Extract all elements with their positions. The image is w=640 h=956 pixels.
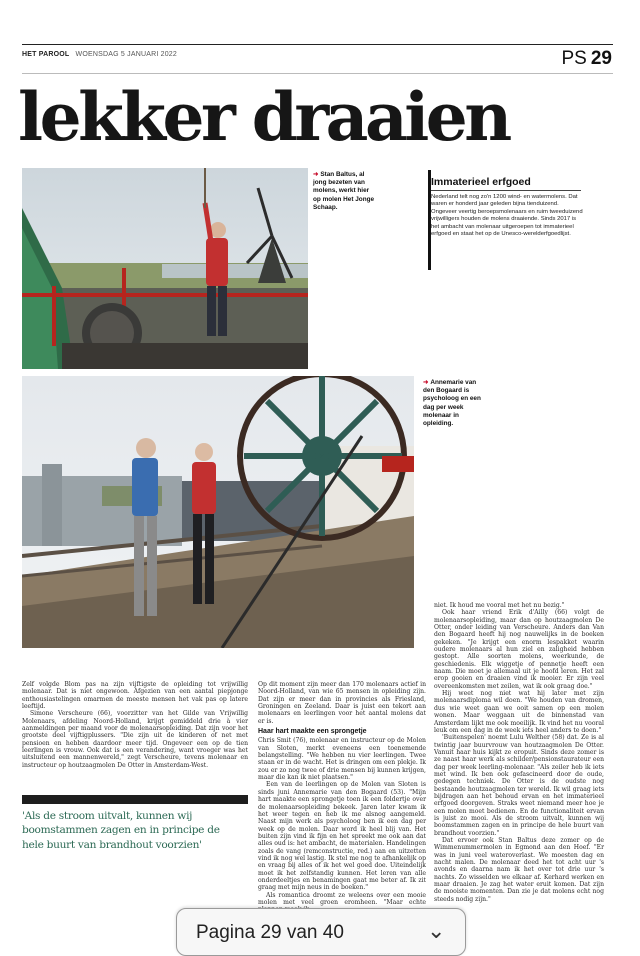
paragraph: Een van de leerlingen op de Molen van Sloten is sinds juni Annemarie van den Bogaard (53). "Mijn hart maakte een sprongetje toen ik een foldertje over de molenaarsopleiding bekeek. Jaren later kwam ik het weer tegen en heb ik me alsnog aangemeld. Naast mijn werk als psycholoog ben ik een dag per week op de molen. Daar word ik heel blij van. Het buiten zijn vind ik fijn en het spreekt me ook aan dat alles oud is: het ambacht, de materialen. Handelingen zoals de vang (remconstructie, red.) aan en uitzetten vind ik nog wel lastig. Ik stel me nog te afhankelijk op en vraag bij alles of ik het wel goed doe. Uiteindelijk moet ik het zelfstandig kunnen. Het leren van alle onderdeeltjes en benamingen gaat me beter af. Ik zit graag met mijn neus in de boeken." [258,781,426,892]
section-label: PS [561,48,587,69]
masthead [22,51,177,58]
paragraph: Dat ervoer ook Stan Baltus deze zomer op de Wimmenummermolen in Egmond aan den Hoef. "Er was in juni veel wateroverlast. We moesten dag en nacht malen. De molenaar deed het tot acht uur 's avonds en daarna nam ik het over tot drie uur 's nachts. Zo wisselden we elkaar af. Kerhard werken en maar draaien. Je zag het water eruit komen. Dat zijn de mooiste momenten. Dan zie je dat molens echt nog steeds nodig zijn." [434,837,604,903]
paragraph: Hij weet nog niet wat hij later met zijn molenaarsdiploma wil doen. "We houden van dromen, dus wie weet gaan we ooit samen op een molen wonen. Maar weggaan uit de binnenstad van Amsterdam lijkt me ook moeilijk. Ik vind het nu vooral leuk om een dag in de week iets heel anders te doen." [434,690,604,734]
page-indicator [562,48,613,70]
paragraph: Als romantica droomt ze weleens over een mooie molen met veel groen eromheen. "Maar echte [258,891,426,906]
paragraph: Chris Smit (76), molenaar en instructeur op de Molen van Sloten, merkt eveneens een toenemende belangstelling. "We hebben nu vier leerlingen. Twee staan er in de wacht. Het is dringen om een plekje. Ik zou er zo nog twee of drie mensen bij kunnen krijgen, maar die kan ik niet plaatsen." [258,737,426,782]
paper-name: HET PAROOL [22,51,70,58]
photo-stan-baltus [22,168,308,369]
paragraph: Op dit moment zijn meer dan 170 molenaars actief in Noord-Holland, van wie 65 mensen in opleiding zijn. Dat zijn er meer dan in provincies als Friesland, Groningen en Zeeland. Daar is juist een tekort aan molenaars en leerlingen voor het aantal molens dat er is. [258,681,426,725]
article-column-3 [434,602,604,903]
page-number: 29 [590,48,612,69]
article-headline: lekker draaien [18,78,509,156]
arrow-icon: ➜ [313,171,319,178]
article-column-2 [258,681,426,914]
photo-illustration [22,376,414,648]
issue-date: WOENSDAG 5 JANUARI 2022 [75,51,177,58]
caption-text: Stan Baltus, al jong bezeten van molens, werkt hier op molen Het Jonge Schaap. [313,171,375,211]
paragraph: 'Buitenspelen' noemt Lulu Welther (58) dat. Ze is al twintig jaar buurvrouw van houtzaagmolen De Otter. Vanuit haar huis kijkt ze eropuit. Sinds deze zomer is ze naast haar werk als schilder/pensionstaurateur een dag per week leerling-molenaar. "Als zeiler heb ik iets met wind. Ik ben ook gefascineerd door de oude, gedegen techniek. De Otter is de oudste nog bestaande houtzaagmolen ter wereld. Ik wil graag iets bijdragen aan het behoud ervan en het immaterieel erfgoed doorgeven. Straks weet niemand meer hoe je een molen moet bedienen. En de functionaliteit ervan is juist zo mooi. Als de stroom uitvalt, kunnen wij boomstammen zagen en in principe de hele buurt van brandhout voorzien." [434,734,604,837]
pull-quote: 'Als de stroom uitvalt, kunnen wij boomstammen zagen en in principe de hele buurt van brandhout voorzien' [22,810,220,851]
sidebar-rule [431,190,581,191]
photo-illustration [22,168,308,369]
paragraph: Simone Verscheure (66), voorzitter van het Gilde van Vrijwillig Molenaars, afdeling Noord-Holland, krijgt gemiddeld drie à vier aanmeldingen per maand voor de molenaarsopleiding. Dat zijn voor het grootste deel vijftigplussers. "Die zijn uit de kinderen of net met pensioen en hebben daardoor meer tijd. Ongeveer een op de tien leerlingen is vrouw. Ook dat is een verandering, want vroeger was het uitsluitend een mannenwereld," zegt Verscheure, tevens molenaar en instructeur op houtzaagmolen De Otter in Amsterdam-West. [22,710,248,769]
caption-text: Annemarie van den Bogaard is psycholoog en een dag per week molenaar in opleiding. [423,379,481,428]
paragraph: Zelf volgde Blom pas na zijn vijftigste de opleiding tot vrijwillig molenaar. Dat is niet ongewoon. Afgezien van een aantal piepjonge enthousiastelingen omarmen de meeste mensen het vak pas op latere leeftijd. [22,681,248,711]
header-subrule [22,73,613,74]
article-column-1 [22,681,248,769]
caption-photo-2 [423,379,485,428]
subheading: Haar hart maakte een sprongetje [258,728,367,736]
paragraph: Ook haar vriend Erik d'Ailly (66) volgt de molenaarsopleiding, maar dan op houtzaagmolen De Otter, onder leiding van Verscheure. Anders dan Van den Bogaard heeft hij nog nauwelijks in de boeken gekeken. "Je krijgt een enorm lespakket waarin oudere molenaars al hun ziel en zaligheid hebben gestopt. Alle soorten molens, weerkunde, de geschiedenis. Elk wiggetje of pennetje heeft een naam. Die moet je allemaal uit je hoofd leren. Het zal erop gooien en draaien vind ik mooier. Er zijn veel overeenkomsten met zeilen, wat ik ook graag doe." [434,609,604,690]
caption-photo-1 [313,171,375,212]
photo-annemarie-van-den-bogaard [22,376,414,648]
arrow-icon: ➜ [423,379,429,386]
paragraph: niet. Ik houd me vooral met het nu bezig." [434,602,565,609]
sidebar-title: Immaterieel erfgoed [431,176,531,188]
quote-bar [22,795,248,804]
sidebar-text: Nederland telt nog zo'n 1200 wind- en watermolens. Dat waren er honderd jaar geleden bijna tienduizend. Ongeveer veertig beroepsmolenaars en ruim tweeduizend vrijwilligers houden de molens draaiende. Sinds 2017 is het ambacht van molenaar uitgeroepen tot immaterieel erfgoed en staat het op de Unesco-werelderfgoedlijst. [431,194,583,238]
page-counter[interactable]: Pagina 29 van 40 [196,922,344,943]
chevron-down-icon[interactable]: ⌄ [427,918,446,943]
header-rule [22,44,613,45]
